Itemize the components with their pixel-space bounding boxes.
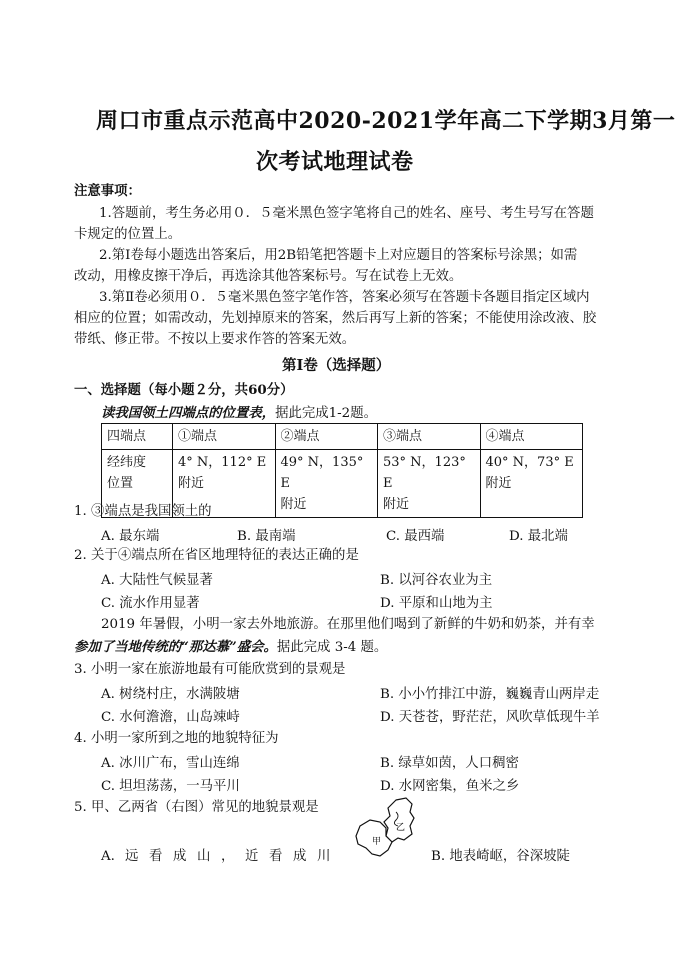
map-label-jia: 甲 [372,837,382,847]
notice-p3b: 相应的位置；如需改动，先划掉原来的答案，然后再写上新的答案；不能使用涂改液、胶 [74,311,597,326]
q5-a-char: 远 [125,849,139,864]
table-header-cell: ④端点 [480,424,583,450]
cell-coord: 49° N，135° E [280,455,364,491]
q2-option-b: B. 以河谷农业为主 [380,573,493,588]
q4-option-a: A. 冰川广布，雪山连绵 [101,756,240,771]
exam-title-line2: 次考试地理试卷 [256,149,414,175]
q4-option-b: B. 绿草如茵，人口稠密 [380,756,519,771]
q5-a-char: 成 [173,849,187,864]
q2-option-a: A. 大陆性气候显著 [101,573,213,588]
q5-a-char: 成 [293,849,307,864]
provinces-map [352,796,422,862]
q3-option-a: A. 树绕村庄，水满陂塘 [101,687,240,702]
intro-q3-4-line2-lead: 参加了当地传统的“那达慕”盛会。 [74,639,277,655]
q4-option-d: D. 水网密集，鱼米之乡 [380,779,520,794]
cell-near: 附近 [485,476,512,491]
notice-p2a: 2.第Ⅰ卷每小题选出答案后，用2B铅笔把答题卡上对应题目的答案标号涂黑；如需 [99,248,578,263]
table-header-cell: ③端点 [378,424,481,450]
notice-p3c: 带纸、修正带。不按以上要求作答的答案无效。 [74,332,356,347]
q3-option-c: C. 水何澹澹，山岛竦峙 [101,710,240,725]
intro-q1-2-rest: 据此完成1-2题。 [275,406,377,421]
q4-option-c: C. 坦坦荡荡，一马平川 [101,779,240,794]
intro-q1-2-lead: 读我国领土四端点的位置表， [101,405,276,421]
q1-option-b: B. 最南端 [237,529,296,544]
notice-p1b: 卡规定的位置上。 [74,227,182,242]
q2-option-d: D. 平原和山地为主 [380,596,493,611]
intro-q3-4-line1 [101,615,595,635]
q1-option-a: A. 最东端 [101,529,160,544]
cell-coord: 4° N，112° E [178,455,267,470]
table-cell [480,450,583,518]
notice-p1a: 1.答题前，考生务必用０．５毫米黑色签字笔将自己的姓名、座号、考生号写在答题 [99,206,594,221]
intro-q1-2 [101,403,377,424]
intro-q3-4-line1-text: 2019 年暑假，小明一家去外地旅游。在那里他们喝到了新鲜的牛奶和奶茶，并有幸 [101,617,595,632]
q5-option-a [101,845,341,864]
q4-stem: 4. 小明一家所到之地的地貌特征为 [74,731,279,746]
table-header-cell: ②端点 [275,424,378,450]
q5-stem: 5. 甲、乙两省（右图）常见的地貌景观是 [74,800,319,815]
section-title: 第Ⅰ卷（选择题） [282,357,391,374]
table-cell [275,450,378,518]
cell-near: 附近 [383,497,410,512]
cell-coord: 40° N，73° E [485,455,574,470]
intro-q3-4-line2-rest: 据此完成 3-4 题。 [276,640,388,655]
q5-a-char: 川 [317,849,331,864]
q5-a-char: 山 [197,849,211,864]
q2-option-c: C. 流水作用显著 [101,596,200,611]
row-label-line2: 位置 [107,476,134,491]
notice-heading: 注意事项： [74,183,141,199]
table-cell [378,450,481,518]
q2-stem: 2. 关于④端点所在省区地理特征的表达正确的是 [74,548,359,563]
q5-a-char: 看 [269,849,283,864]
notice-p2b: 改动，用橡皮擦干净后，再选涂其他答案标号。写在试卷上无效。 [74,269,463,284]
cell-near: 附近 [280,497,307,512]
table-header-row [102,424,583,450]
q5-a-char: 近 [245,849,259,864]
cell-near: 附近 [178,476,205,491]
table-header-cell: ①端点 [173,424,276,450]
intro-q3-4-line2 [74,637,387,658]
province-yi-outline [384,798,414,842]
exam-title-line1: 周口市重点示范高中2020-2021学年高二下学期3月第一 [96,108,676,134]
part1-heading: 一、选择题（每小题２分，共60分） [74,382,294,398]
q1-option-c: C. 最西端 [386,529,445,544]
q5-option-b: B. 地表崎岖，谷深坡陡 [431,849,570,864]
q5-a-char: A. [101,849,115,864]
q1-stem: 1. ③端点是我国领土的 [74,504,212,519]
map-label-yi: 乙 [396,823,406,833]
table-header-cell: 四端点 [102,424,173,450]
q5-a-char: 看 [149,849,163,864]
q5-a-char: ， [221,849,235,864]
row-label-line1: 经纬度 [107,455,147,470]
q3-stem: 3. 小明一家在旅游地最有可能欣赏到的景观是 [74,662,346,677]
q1-option-d: D. 最北端 [509,529,568,544]
q3-option-d: D. 天苍苍，野茫茫，风吹草低现牛羊 [380,710,600,725]
notice-p3a: 3.第Ⅱ卷必须用０．５毫米黑色签字笔作答，答案必须写在答题卡各题目指定区域内 [99,290,590,305]
cell-coord: 53° N，123° E [383,455,466,491]
q3-option-b: B. 小小竹排江中游，巍巍青山两岸走 [380,687,600,702]
